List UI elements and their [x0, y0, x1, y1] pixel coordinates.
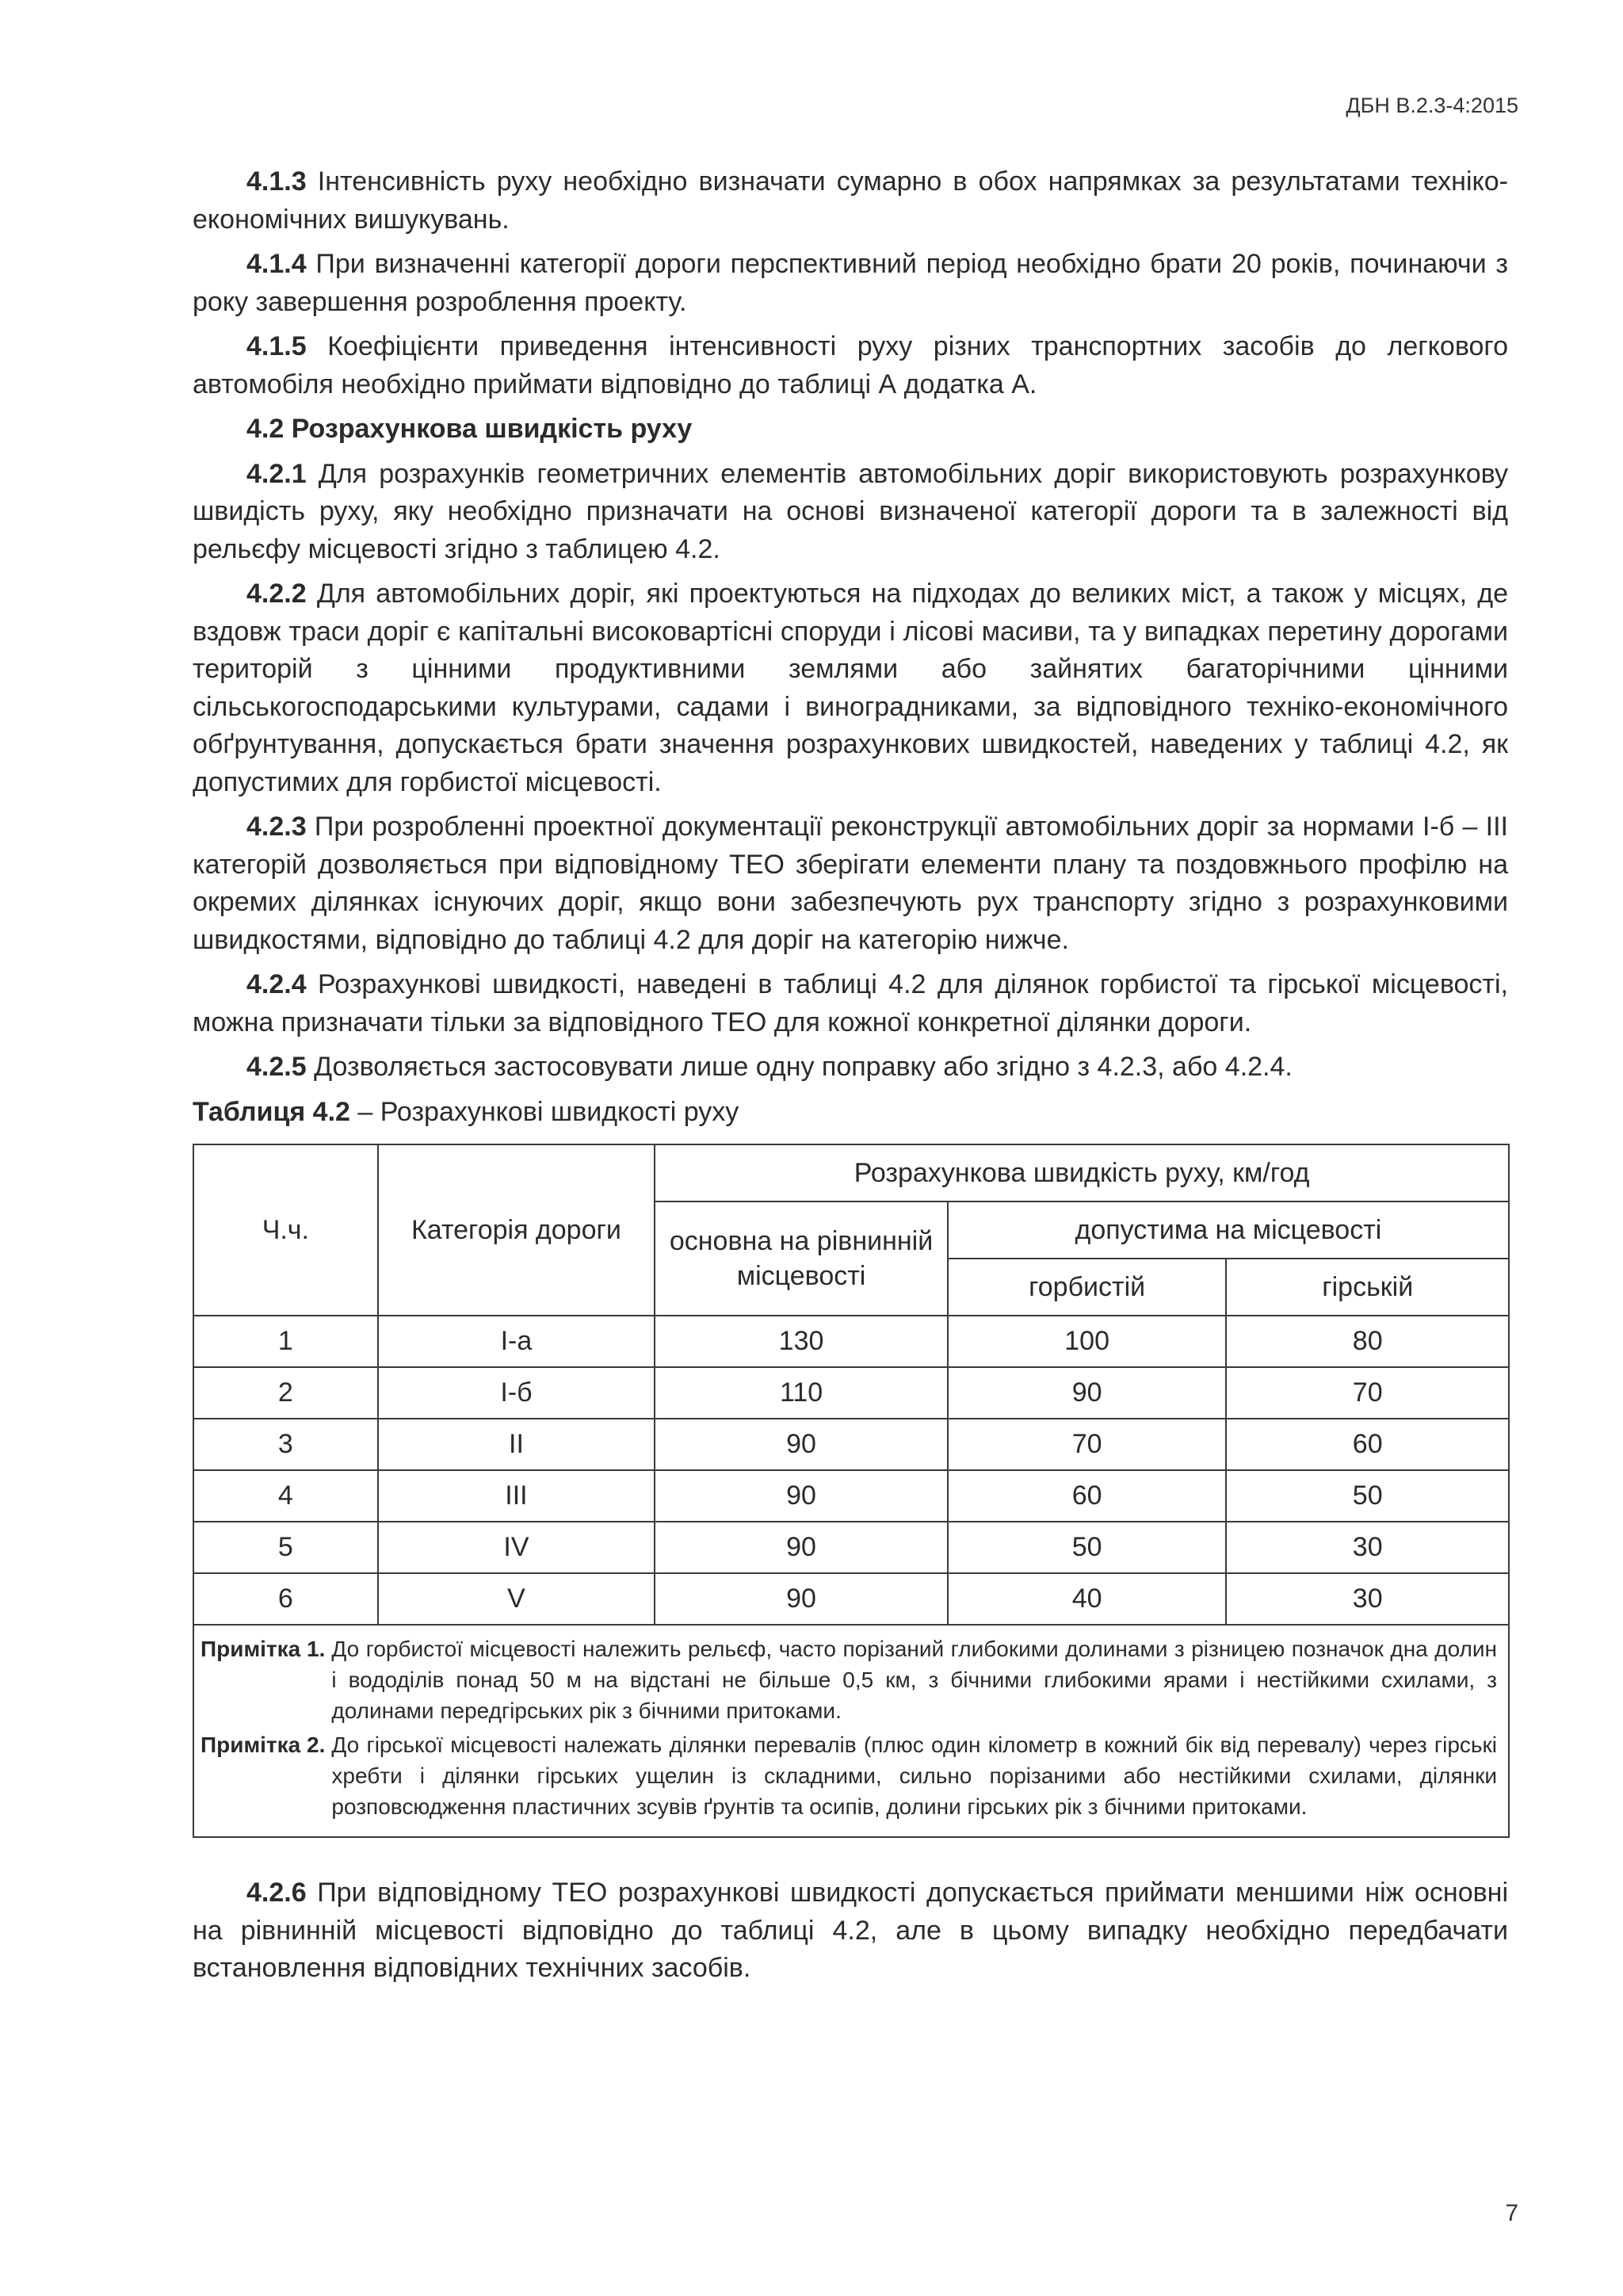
paragraph-4-2-3 — [193, 808, 1508, 959]
paragraph-4-2-5 — [193, 1049, 1508, 1087]
cell-mountain: 70 — [1226, 1367, 1509, 1419]
cell-category: І-а — [378, 1316, 655, 1367]
cell-num: 5 — [193, 1522, 378, 1573]
clause-text: При відповідному ТЕО розрахункові швидкості допускається приймати меншими ніж основні на рівнинній місцевості відповідно до таблиці 4.2, але в цьому випадку необхідно передбачати встановлення відповідних технічних засобів. — [193, 1878, 1508, 1983]
cell-main: 130 — [655, 1316, 948, 1367]
cell-category: ІІІ — [378, 1470, 655, 1522]
header-category: Категорія дороги — [378, 1144, 655, 1316]
clause-number: 4.1.5 — [246, 331, 307, 361]
paragraph-4-1-4 — [193, 246, 1508, 321]
table-notes — [193, 1625, 1509, 1837]
clause-text: При розробленні проектної документації реконструкції автомобільних доріг за нормами І-б – ІІІ категорій дозволяється при відповідному ТЕО зберігати елементи плану та поздовжнього профілю на окремих ділянках існуючих доріг, якщо вони забезпечують рух транспорту згідно з розрахунковими швидкостями, відповідно до таблиці 4.2 для доріг на категорію нижче. — [193, 812, 1508, 955]
cell-mountain: 60 — [1226, 1419, 1509, 1470]
cell-main: 110 — [655, 1367, 948, 1419]
cell-num: 3 — [193, 1419, 378, 1470]
page-content — [193, 163, 1508, 1995]
cell-mountain: 50 — [1226, 1470, 1509, 1522]
clause-number: 4.2.1 — [246, 458, 307, 489]
clause-text: Коефіцієнти приведення інтенсивності руху різних транспортних засобів до легкового автомобіля необхідно приймати відповідно до таблиці А додатка А. — [193, 331, 1508, 399]
table-caption-label: Таблиця 4.2 — [193, 1096, 350, 1127]
note-text: До горбистої місцевості належить рельєф, часто порізаний глибокими долинами з різницею позначок дна долин і вододілів понад 50 м на відстані не більше 0,5 км, з бічними глибокими ярами і нестійкими схилами, з долинами передгірських рік з бічними притоками. — [331, 1637, 1497, 1723]
header-num: Ч.ч. — [193, 1144, 378, 1316]
cell-main: 90 — [655, 1522, 948, 1573]
cell-hilly: 50 — [948, 1522, 1227, 1573]
page-number: 7 — [1505, 2200, 1518, 2226]
cell-hilly: 60 — [948, 1470, 1227, 1522]
paragraph-4-2-6 — [193, 1874, 1508, 1988]
paragraph-4-2-4 — [193, 966, 1508, 1041]
clause-number: 4.1.4 — [246, 249, 307, 279]
cell-num: 4 — [193, 1470, 378, 1522]
clause-number: 4.2.5 — [246, 1052, 307, 1082]
section-heading: 4.2 Розрахункова швидкість руху — [246, 414, 693, 444]
clause-text: Інтенсивність руху необхідно визначати сумарно в обох напрямках за результатами техніко-економічних вишукувань. — [193, 166, 1508, 235]
clause-number: 4.2.2 — [246, 579, 307, 609]
header-hilly: горбистій — [948, 1259, 1227, 1316]
clause-number: 4.2.3 — [246, 812, 307, 842]
cell-mountain: 80 — [1226, 1316, 1509, 1367]
table-row — [193, 1419, 1509, 1470]
clause-number: 4.1.3 — [246, 166, 307, 197]
paragraph-4-1-3 — [193, 163, 1508, 239]
note-text: До гірської місцевості належать ділянки перевалів (плюс один кілометр в кожний бік від перевалу) через гірські хребти і ділянки гірських ущелин із складними, сильно порізаними або нестійкими схилами, ділянки розповсюдження пластичних зсувів ґрунтів та осипів, долини гірських рік з бічними притоками. — [331, 1733, 1497, 1819]
cell-main: 90 — [655, 1470, 948, 1522]
table-row — [193, 1573, 1509, 1625]
header-main: основна на рівнинній місцевості — [655, 1201, 948, 1316]
cell-mountain: 30 — [1226, 1573, 1509, 1625]
cell-hilly: 100 — [948, 1316, 1227, 1367]
table-caption-text: – Розрахункові швидкості руху — [349, 1096, 739, 1127]
paragraph-4-2-2 — [193, 575, 1508, 801]
cell-main: 90 — [655, 1573, 948, 1625]
paragraph-4-1-5 — [193, 328, 1508, 403]
clause-text: Розрахункові швидкості, наведені в таблиці 4.2 для ділянок горбистої та гірської місцевості, можна призначати тільки за відповідного ТЕО для кожної конкретної ділянки дороги. — [193, 969, 1508, 1037]
cell-category: ІІ — [378, 1419, 655, 1470]
clause-number: 4.2.4 — [246, 969, 307, 999]
table-row — [193, 1367, 1509, 1419]
clause-text: Дозволяється застосовувати лише одну поправку або згідно з 4.2.3, або 4.2.4. — [306, 1052, 1293, 1082]
clause-text: Для розрахунків геометричних елементів автомобільних доріг використовують розрахункову швидість руху, яку необхідно призначати на основі визначеної категорії дороги та в залежності від рельєфу місцевості згідно з таблицею 4.2. — [193, 458, 1508, 564]
table-note-1 — [200, 1633, 1497, 1726]
cell-hilly: 40 — [948, 1573, 1227, 1625]
table-row — [193, 1316, 1509, 1367]
table-row — [193, 1470, 1509, 1522]
speed-table — [193, 1144, 1510, 1838]
paragraph-4-2-1 — [193, 456, 1508, 569]
cell-num: 2 — [193, 1367, 378, 1419]
clause-number: 4.2.6 — [246, 1878, 307, 1908]
cell-main: 90 — [655, 1419, 948, 1470]
cell-num: 1 — [193, 1316, 378, 1367]
cell-hilly: 70 — [948, 1419, 1227, 1470]
clause-text: При визначенні категорії дороги перспективний період необхідно брати 20 років, починаючи з року завершення розроблення проекту. — [193, 249, 1508, 317]
document-code: ДБН В.2.3-4:2015 — [1346, 94, 1518, 117]
clause-text: Для автомобільних доріг, які проектуються на підходах до великих міст, а також у місцях, де вздовж траси доріг є капітальні високовартісні споруди і лісові масиви, та у випадках перетину дорогами територій з цінними продуктивними землями або зайнятих багаторічними цінними сільськогосподарськими культурами, садами і виноградниками, за відповідного техніко-економічного обґрунтування, допускається брати значення розрахункових швидкостей, наведених у таблиці 4.2, як допустимих для горбистої місцевості. — [193, 579, 1508, 797]
note-label: Примітка 2. — [200, 1733, 326, 1757]
cell-category: V — [378, 1573, 655, 1625]
header-mountain: гірській — [1226, 1259, 1509, 1316]
table-caption — [193, 1094, 1508, 1132]
cell-hilly: 90 — [948, 1367, 1227, 1419]
table-row — [193, 1522, 1509, 1573]
cell-category: І-б — [378, 1367, 655, 1419]
cell-num: 6 — [193, 1573, 378, 1625]
header-speed-group: Розрахункова швидкість руху, км/год — [655, 1144, 1509, 1201]
cell-category: IV — [378, 1522, 655, 1573]
note-label: Примітка 1. — [200, 1637, 326, 1661]
table-note-2 — [200, 1729, 1497, 1822]
cell-mountain: 30 — [1226, 1522, 1509, 1573]
header-allowed-group: допустима на місцевості — [948, 1201, 1509, 1259]
